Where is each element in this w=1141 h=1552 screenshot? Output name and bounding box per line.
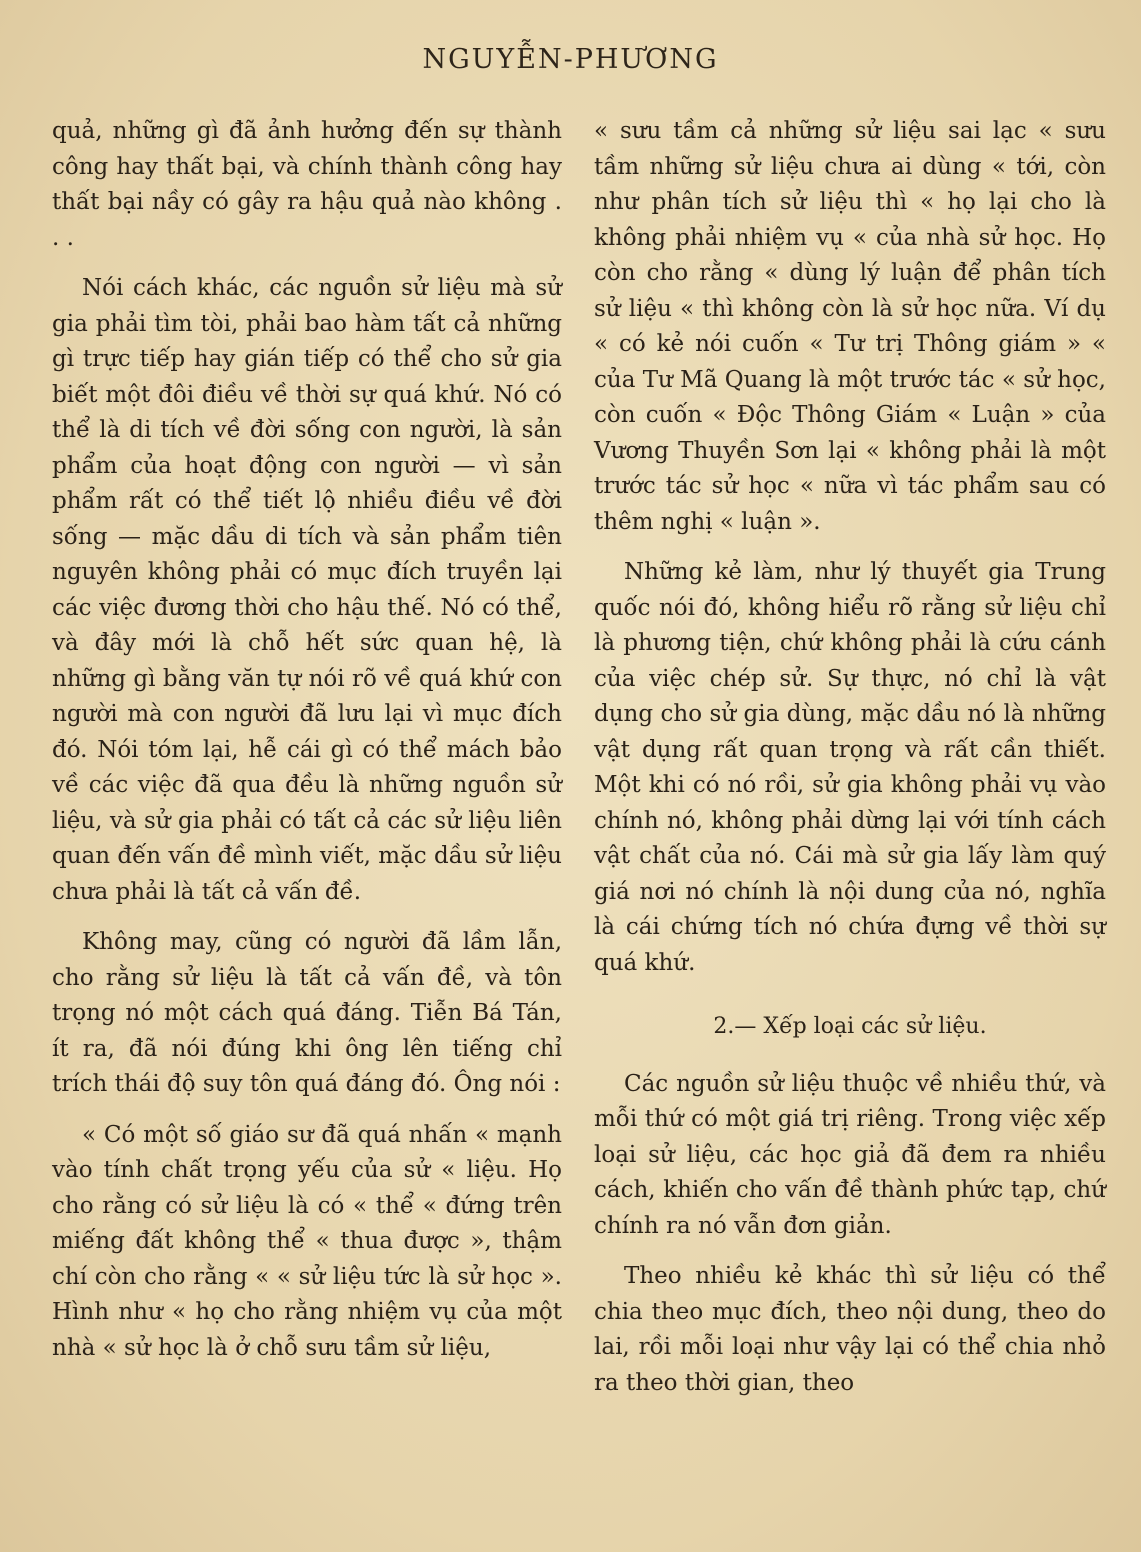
quotation-part-1: « Có một số giáo sư đã quá nhấn « mạnh vào tính chất trọng yếu của sử « liệu. Họ cho rằng có sử liệu là có « thể « đứng trên miếng đất không thể « thua được », thậm chí còn cho rằng « « sử liệu tức là sử học ». Hình như « họ cho rằng nhiệm vụ của một nhà « sử học là ở chỗ sưu tầm sử liệu,: [52, 1121, 562, 1361]
right-column: [594, 114, 1106, 1416]
paragraph-means-not-end: Những kẻ làm, như lý thuyết gia Trung quốc nói đó, không hiểu rõ rằng sử liệu chỉ là phương tiện, chứ không phải là cứu cánh của việc chép sử. Sự thực, nó chỉ là vật dụng cho sử gia dùng, mặc dầu nó là những vật dụng rất quan trọng và rất cần thiết. Một khi có nó rồi, sử gia không phải vụ vào chính nó, không phải dừng lại với tính cách vật chất của nó. Cái mà sử gia lấy làm quý giá nơi nó chính là nội dung của nó, nghĩa là cái chứng tích nó chứa đựng về thời sự quá khứ.: [594, 559, 1106, 976]
paragraph-continuation: quả, những gì đã ảnh hưởng đến sự thành công hay thất bại, và chính thành công hay thất bại nầy có gây ra hậu quả nào không . . .: [52, 118, 562, 251]
running-header: NGUYỄN-PHƯƠNG: [422, 44, 719, 75]
paragraph-misconception: Không may, cũng có người đã lầm lẫn, cho rằng sử liệu là tất cả vấn đề, và tôn trọng nó một cách quá đáng. Tiễn Bá Tán, ít ra, đã nói đúng khi ông lên tiếng chỉ trích thái độ suy tôn quá đáng đó. Ông nói :: [52, 929, 562, 1097]
paragraph-sources-definition: Nói cách khác, các nguồn sử liệu mà sử gia phải tìm tòi, phải bao hàm tất cả những gì trực tiếp hay gián tiếp có thể cho sử gia biết một đôi điều về thời sự quá khứ. Nó có thể là di tích về đời sống con người, là sản phẩm của hoạt động con người — vì sản phẩm rất có thể tiết lộ nhiều điều về đời sống — mặc dầu di tích và sản phẩm tiên nguyên không phải có mục đích truyền lại các việc đương thời cho hậu thế. Nó có thể, và đây mới là chỗ hết sức quan hệ, là những gì bằng văn tự nói rõ về quá khứ con người mà con người đã lưu lại vì mục đích đó. Nói tóm lại, hễ cái gì có thể mách bảo về các việc đã qua đều là những nguồn sử liệu, và sử gia phải có tất cả các sử liệu liên quan đến vấn đề mình viết, mặc dầu sử liệu chưa phải là tất cả vấn đề.: [52, 275, 562, 905]
section-heading: 2.— Xếp loại các sử liệu.: [713, 1014, 987, 1039]
left-column: [52, 114, 562, 1381]
paragraph-classification: Các nguồn sử liệu thuộc về nhiều thứ, và mỗi thứ có một giá trị riêng. Trong việc xếp loại sử liệu, các học giả đã đem ra nhiều cách, khiến cho vấn đề thành phức tạp, chứ chính ra nó vẫn đơn giản.: [594, 1070, 1106, 1239]
paragraph-classification-methods: Theo nhiều kẻ khác thì sử liệu có thể chia theo mục đích, theo nội dung, theo do lai, rồi mỗi loại như vậy lại có thể chia nhỏ ra theo thời gian, theo: [594, 1263, 1106, 1396]
quotation-part-2: « sưu tầm cả những sử liệu sai lạc « sưu tầm những sử liệu chưa ai dùng « tới, còn như phân tích sử liệu thì « họ lại cho là không phải nhiệm vụ « của nhà sử học. Họ còn cho rằng « dùng lý luận để phân tích sử liệu « thì không còn là sử học nữa. Ví dụ « có kẻ nói cuốn « Tư trị Thông giám » « của Tư Mã Quang là một trước tác « sử học, còn cuốn « Độc Thông Giám « Luận » của Vương Thuyền Sơn lại « không phải là một trước tác sử học « nữa vì tác phẩm sau có thêm nghị « luận ».: [594, 118, 1106, 535]
